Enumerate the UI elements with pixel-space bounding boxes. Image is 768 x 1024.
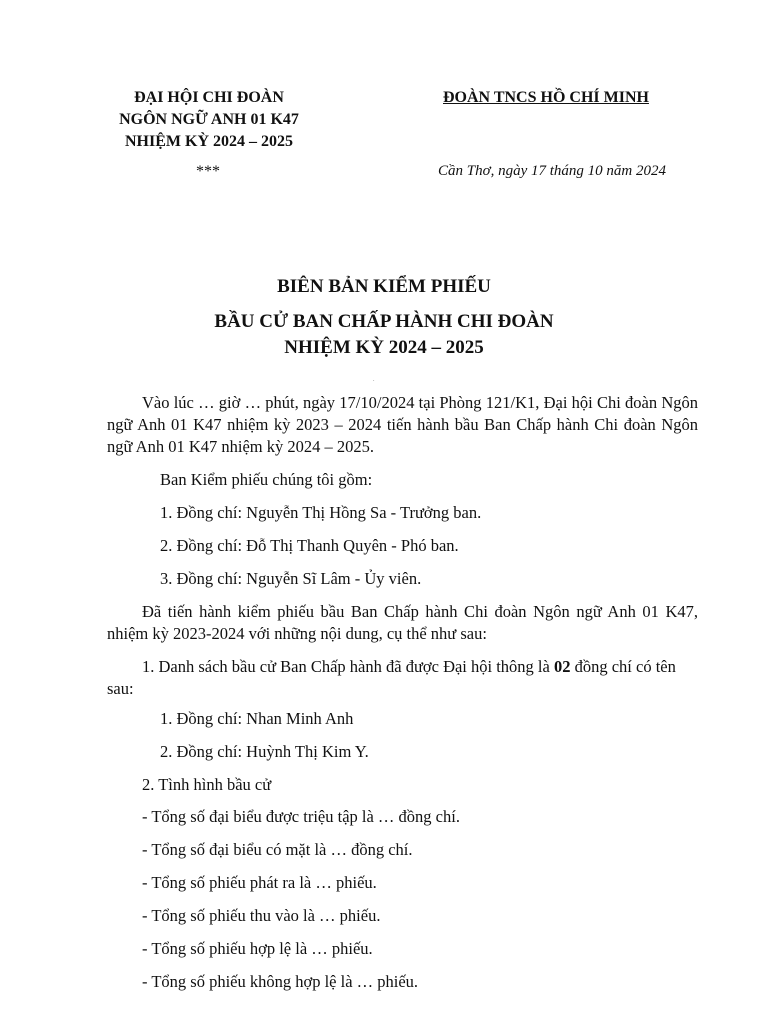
committee-member-3: 3. Đồng chí: Nguyễn Sĩ Lâm - Ủy viên. xyxy=(160,569,422,588)
candidates-count: 02 xyxy=(553,657,571,676)
stat-valid: - Tổng số phiếu hợp lệ là … phiếu. xyxy=(142,939,373,958)
organization-header: ĐOÀN TNCS HỒ CHÍ MINH xyxy=(443,89,649,106)
counting-paragraph: Đã tiến hành kiểm phiếu bầu Ban Chấp hành Chi đoàn Ngôn ngữ Anh 01 K47, nhiệm kỳ 2023-2024 với những nội dung, cụ thể như sau: xyxy=(107,602,698,643)
document-title: BIÊN BẢN KIỂM PHIẾU xyxy=(277,276,491,297)
candidates-paragraph xyxy=(107,656,698,700)
situation-heading: 2. Tình hình bầu cử xyxy=(142,775,272,794)
stat-collected: - Tổng số phiếu thu vào là … phiếu. xyxy=(142,906,381,925)
congress-header-line-2: NGÔN NGỮ ANH 01 K47 xyxy=(119,111,299,128)
stat-invalid: - Tổng số phiếu không hợp lệ là … phiếu. xyxy=(142,972,419,991)
committee-member-1: 1. Đồng chí: Nguyễn Thị Hồng Sa - Trưởng ban. xyxy=(160,503,482,522)
stat-summoned: - Tổng số đại biểu được triệu tập là … đồng chí. xyxy=(142,807,460,826)
candidate-1: 1. Đồng chí: Nhan Minh Anh xyxy=(160,709,354,728)
candidate-2: 2. Đồng chí: Huỳnh Thị Kim Y. xyxy=(160,742,369,761)
intro-paragraph: Vào lúc … giờ … phút, ngày 17/10/2024 tại Phòng 121/K1, Đại hội Chi đoàn Ngôn ngữ Anh 01 K47 nhiệm kỳ 2023 – 2024 tiến hành bầu Ban Chấp hành Chi đoàn Ngôn ngữ Anh 01 K47 nhiệm kỳ 2024 – 2025. xyxy=(107,393,698,456)
document-subtitle: BẦU CỬ BAN CHẤP HÀNH CHI ĐOÀN xyxy=(214,311,554,332)
separator-stars: *** xyxy=(196,163,220,180)
congress-header-line-3: NHIỆM KỲ 2024 – 2025 xyxy=(125,133,293,150)
committee-intro: Ban Kiểm phiếu chúng tôi gồm: xyxy=(160,470,373,489)
document-term: NHIỆM KỲ 2024 – 2025 xyxy=(284,337,484,358)
stray-dot: . xyxy=(373,377,375,383)
stat-issued: - Tổng số phiếu phát ra là … phiếu. xyxy=(142,873,377,892)
congress-header xyxy=(104,87,314,153)
stat-present: - Tổng số đại biểu có mặt là … đồng chí. xyxy=(142,840,413,859)
congress-header-line-1: ĐẠI HỘI CHI ĐOÀN xyxy=(134,89,284,106)
place-date: Cần Thơ, ngày 17 tháng 10 năm 2024 xyxy=(438,163,667,179)
candidates-tail: đồng chí có tên sau: xyxy=(107,657,676,698)
candidates-lead: 1. Danh sách bầu cử Ban Chấp hành đã được Đại hội thông là xyxy=(142,657,550,676)
committee-member-2: 2. Đồng chí: Đỗ Thị Thanh Quyên - Phó ban. xyxy=(160,536,459,555)
